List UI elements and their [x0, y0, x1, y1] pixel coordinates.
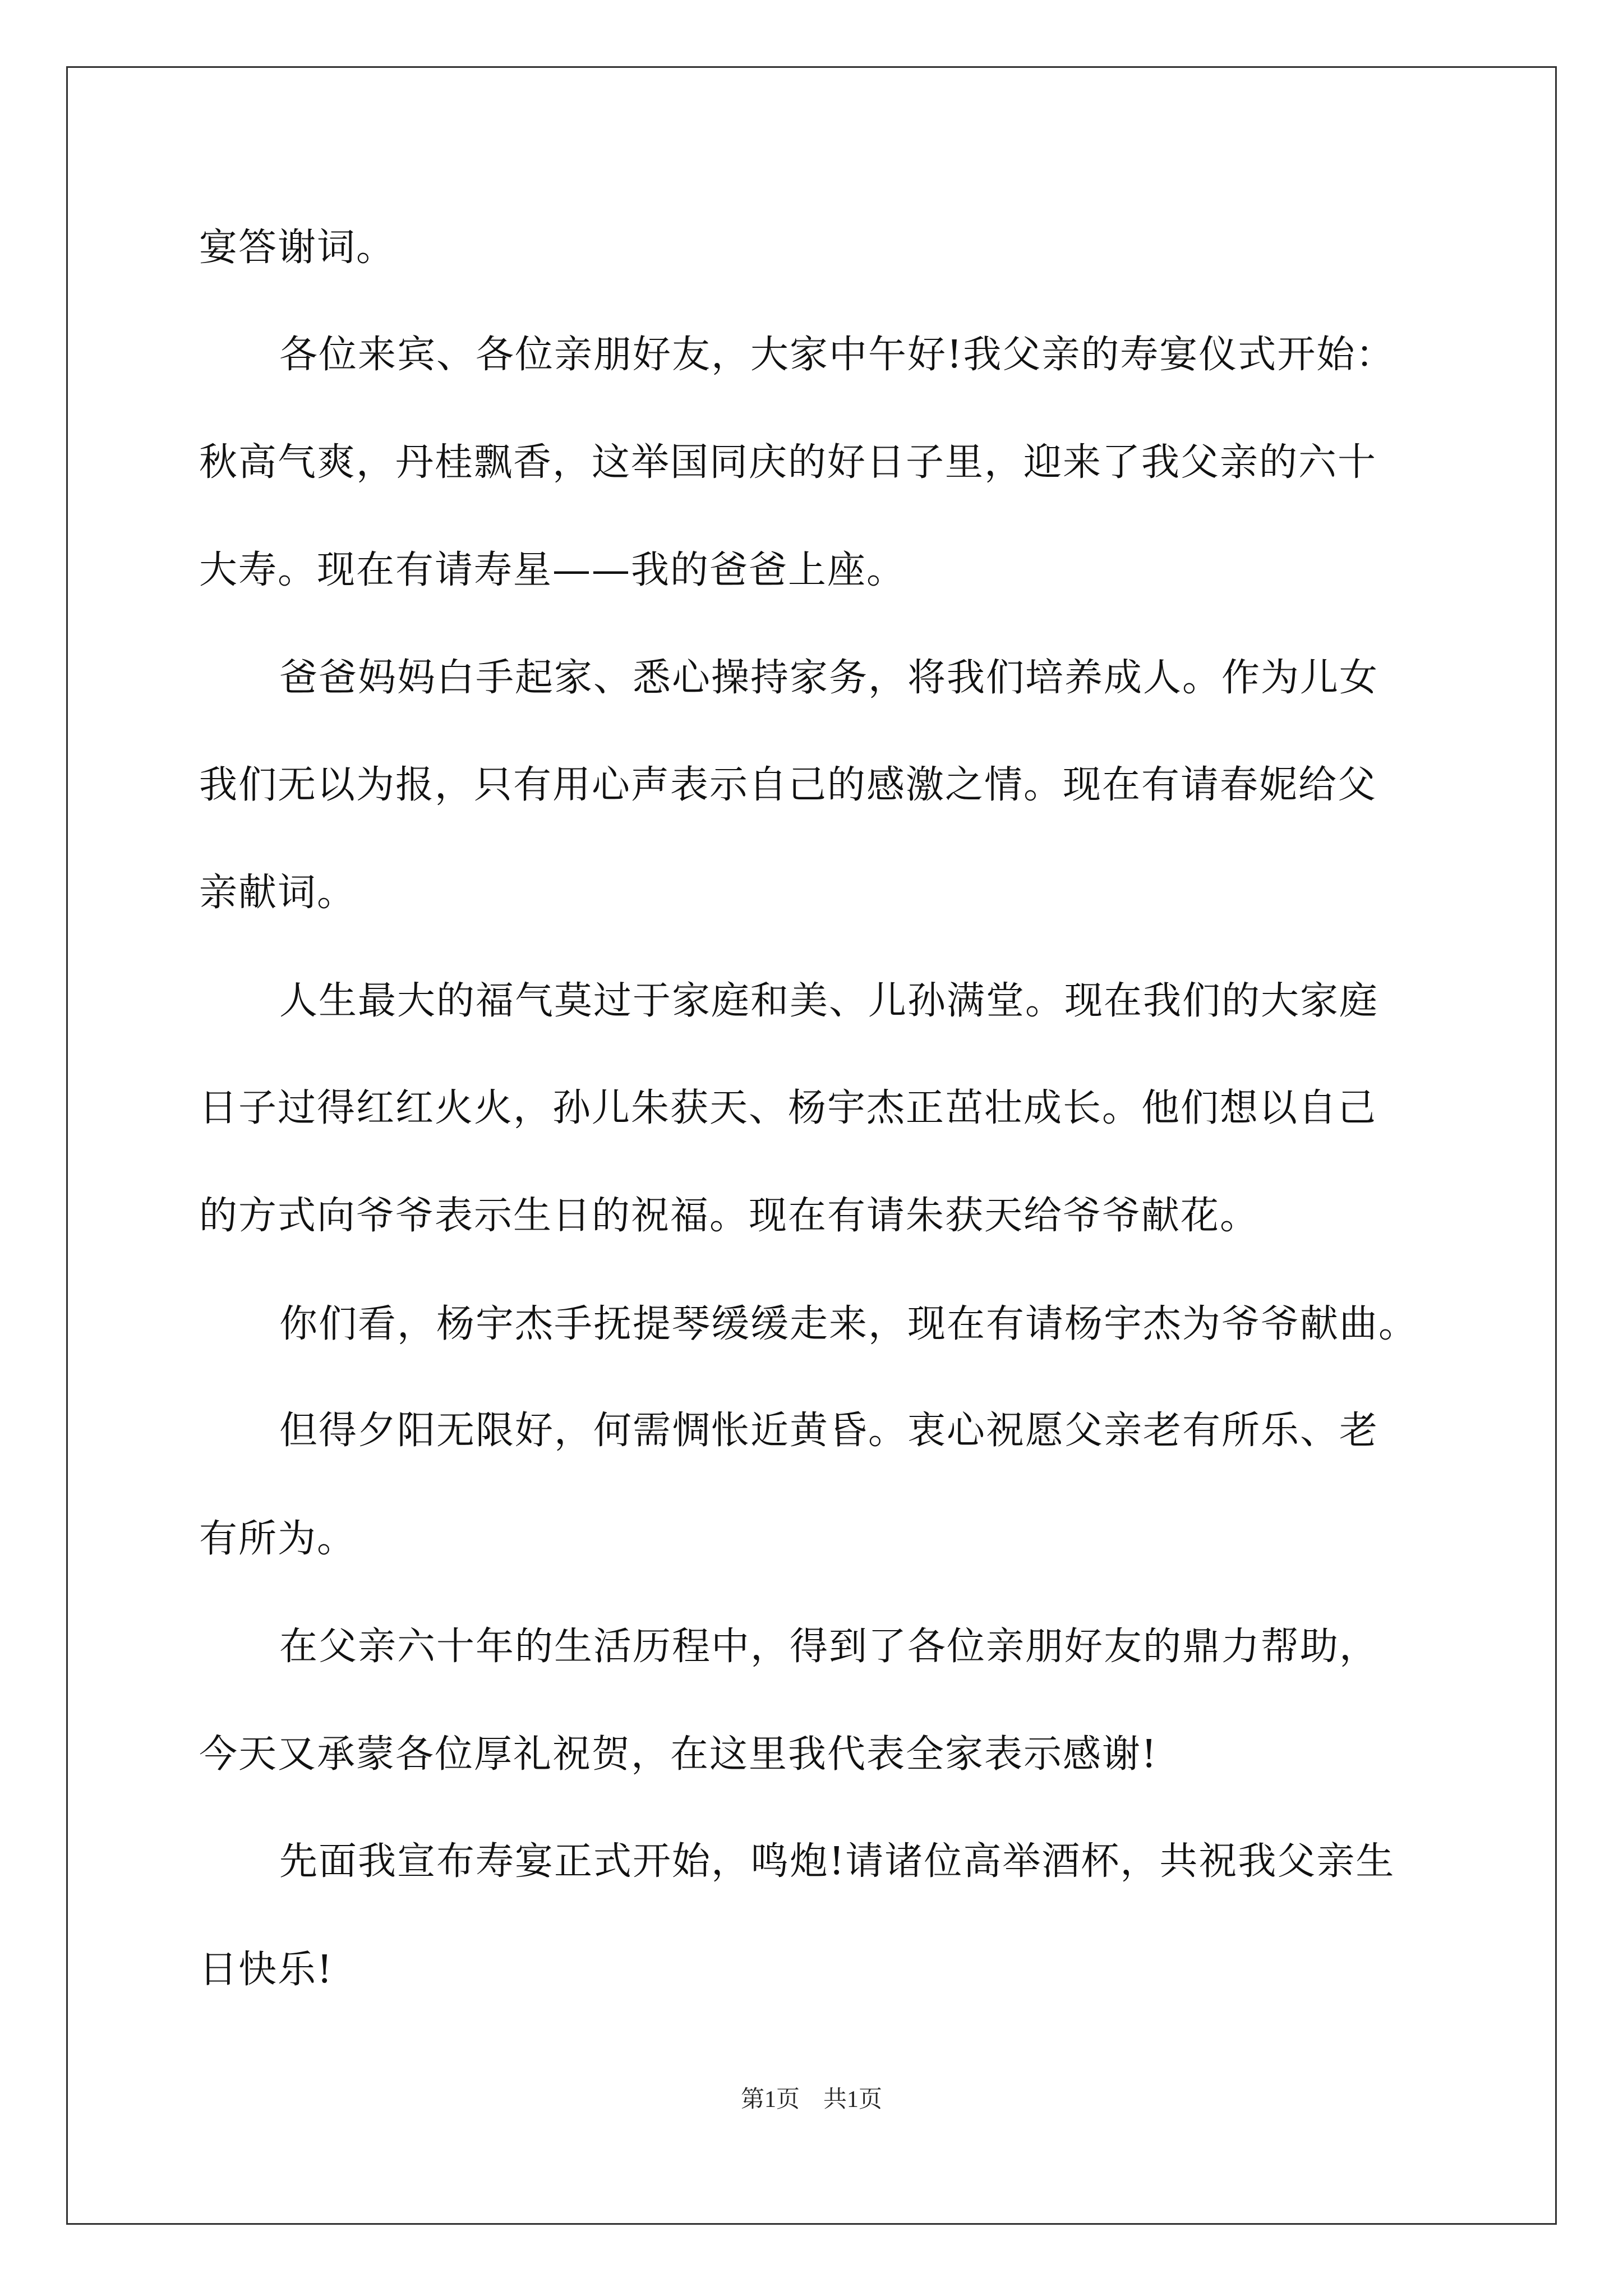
text-line: 各位来宾、各位亲朋好友，大家中午好!我父亲的寿宴仪式开始：: [279, 333, 1395, 377]
text-line: 的方式向爷爷表示生日的祝福。现在有请朱获天给爷爷献花。: [199, 1194, 1260, 1238]
text-line: 在父亲六十年的生活历程中，得到了各位亲朋好友的鼎力帮助，: [279, 1625, 1379, 1669]
text-line: 今天又承蒙各位厚礼祝贺，在这里我代表全家表示感谢!: [199, 1732, 1158, 1777]
page-number: 第1页 共1页: [740, 2087, 882, 2113]
text-line: 先面我宣布寿宴正式开始，鸣炮!请诸位高举酒杯，共祝我父亲生: [279, 1839, 1395, 1884]
text-line: 宴答谢词。: [199, 226, 396, 270]
text-line: 日快乐!: [199, 1948, 334, 1992]
text-line: 秋高气爽，丹桂飘香，这举国同庆的好日子里，迎来了我父亲的六十: [199, 440, 1377, 485]
text-line: 但得夕阳无限好，何需惆怅近黄昏。衷心祝愿父亲老有所乐、老: [279, 1409, 1379, 1453]
text-line: 人生最大的福气莫过于家庭和美、儿孙满堂。现在我们的大家庭: [279, 979, 1379, 1023]
text-line: 爸爸妈妈白手起家、悉心操持家务，将我们培养成人。作为儿女: [279, 656, 1379, 700]
text-line: 日子过得红红火火，孙儿朱获天、杨宇杰正茁壮成长。他们想以自己: [199, 1086, 1377, 1130]
text-line: 有所为。: [199, 1517, 357, 1561]
text-line: 你们看，杨宇杰手抚提琴缓缓走来，现在有请杨宇杰为爷爷献曲。: [279, 1302, 1418, 1346]
text-line: 亲献词。: [199, 871, 357, 915]
page-border: [66, 66, 1557, 2225]
text-line: 大寿。现在有请寿星——我的爸爸上座。: [199, 548, 906, 592]
text-line: 我们无以为报，只有用心声表示自己的感激之情。现在有请春妮给父: [199, 763, 1377, 807]
